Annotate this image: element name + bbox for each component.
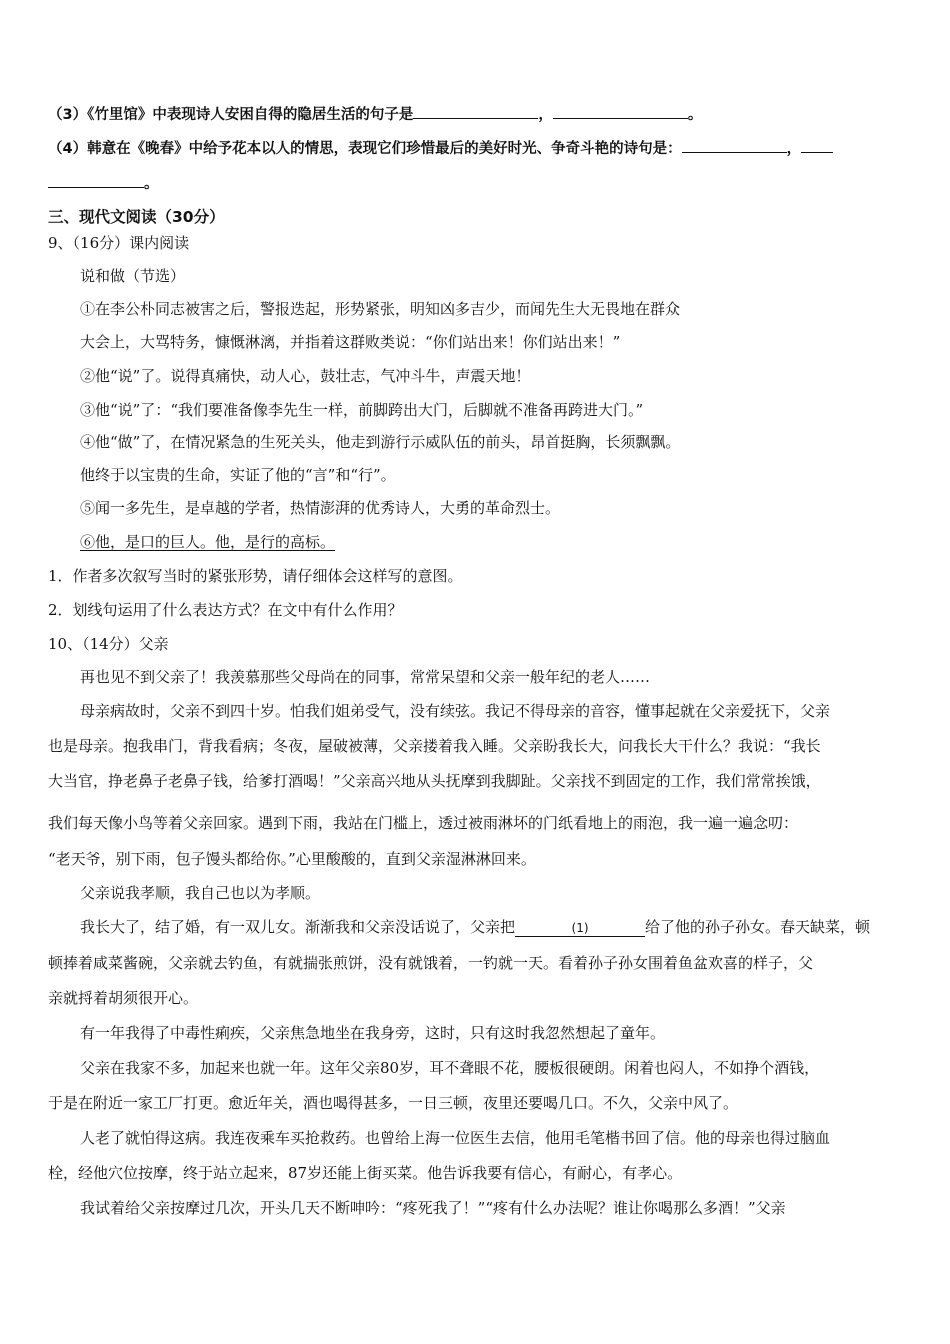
essay-line: 有一年我得了中毒性痢疾，父亲焦急地坐在我身旁，这时，只有这时我忽然想起了童年。 bbox=[80, 1024, 666, 1042]
answer-blank[interactable] bbox=[801, 137, 833, 153]
answer-blank[interactable] bbox=[413, 103, 538, 119]
essay-line: 于是在附近一家工厂打更。愈近年关，酒也喝得甚多，一日三顿，夜里还要喝几口。不久，父亲中风了。 bbox=[48, 1094, 739, 1112]
q9-sub-question: 1．作者多次叙写当时的紧张形势，请仔细体会这样写的意图。 bbox=[48, 567, 463, 585]
essay-line: 人老了就怕得这病。我连夜乘车买抢救药。也曾给上海一位医生去信，他用毛笔楷书回了信。他的母亲也得过脑血 bbox=[80, 1129, 831, 1147]
essay-line: 我试着给父亲按摩过几次，开头几天不断呻吟：“疼死我了！”“疼有什么办法呢？谁让你喝那么多酒！”父亲 bbox=[80, 1199, 786, 1217]
passage-paragraph: ③他“说”了：“我们要准备像李先生一样，前脚跨出大门，后脚就不准备再跨进大门。” bbox=[80, 401, 644, 419]
essay-line: 父亲说我孝顺，我自己也以为孝顺。 bbox=[80, 884, 321, 902]
answer-blank[interactable] bbox=[682, 137, 787, 153]
fill-blank-1[interactable]: (1) bbox=[515, 920, 645, 937]
answer-blank[interactable] bbox=[48, 172, 144, 188]
passage-paragraph: ①在李公朴同志被害之后，警报迭起，形势紧张，明知凶多吉少，而闻先生大无畏地在群众 bbox=[80, 300, 681, 318]
passage-paragraph: 他终于以宝贵的生命，实证了他的“言”和“行”。 bbox=[80, 466, 396, 484]
passage-paragraph: ②他“说”了。说得真痛快，动人心，鼓壮志，气冲斗牛，声震天地！ bbox=[80, 367, 531, 385]
fill-before: 我长大了，结了婚，有一双儿女。渐渐我和父亲没话说了，父亲把 bbox=[80, 918, 516, 936]
essay-line: 亲就捋着胡须很开心。 bbox=[48, 989, 199, 1007]
essay-line: “老天爷，别下雨，包子馒头都给你。”心里酸酸的，直到父亲湿淋淋回来。 bbox=[48, 850, 536, 868]
q9-header: 9、（16分）课内阅读 bbox=[48, 234, 190, 252]
essay-line: 再也见不到父亲了！我羡慕那些父母尚在的同事，常常呆望和父亲一般年纪的老人…… bbox=[80, 668, 651, 686]
passage-title: 说和做（节选） bbox=[80, 267, 186, 285]
question-4-continued bbox=[48, 172, 159, 194]
essay-line: 大当官，挣老鼻子老鼻子钱，给爹打酒喝！”父亲高兴地从头抚摩到我脚趾。父亲找不到固定的工作，我们常常挨饿， bbox=[48, 772, 821, 790]
question-4-text: （4）韩意在《晚春》中给予花本以人的情思，表现它们珍惜最后的美好时光、争奇斗艳的诗句是： bbox=[48, 141, 682, 157]
separator: ， bbox=[786, 141, 802, 157]
essay-line: 父亲在我家不多，加起来也就一年。这年父亲80岁，耳不聋眼不花，腰板很硬朗。闲着也闷人，不如挣个酒钱， bbox=[80, 1059, 820, 1077]
answer-blank[interactable] bbox=[553, 103, 688, 119]
q10-header: 10、（14分）父亲 bbox=[48, 635, 169, 653]
separator: ， bbox=[538, 107, 553, 123]
underlined-sentence: ⑥他，是口的巨人。他，是行的高标。 bbox=[80, 533, 336, 551]
passage-paragraph: 大会上，大骂特务，慷慨淋漓，并指着这群败类说：“你们站出来！你们站出来！” bbox=[80, 333, 621, 351]
passage-paragraph: ④他“做”了，在情况紧急的生死关头，他走到游行示威队伍的前头，昂首挺胸，长须飘飘。 bbox=[80, 433, 681, 451]
section-title: 三、现代文阅读（30分） bbox=[48, 208, 225, 226]
essay-line: 母亲病故时，父亲不到四十岁。怕我们姐弟受气，没有续弦。我记不得母亲的音容，懂事起就在父亲爱抚下，父亲 bbox=[80, 702, 831, 720]
essay-line: 也是母亲。抱我串门，背我看病；冬夜，屋破被薄，父亲搂着我入睡。父亲盼我长大，问我长大干什么？我说：“我长 bbox=[48, 737, 821, 755]
period: 。 bbox=[687, 107, 703, 123]
fill-after: 给了他的孙子孙女。春天缺菜，顿 bbox=[645, 918, 871, 936]
question-4 bbox=[48, 137, 833, 159]
essay-line: 我们每天像小鸟等着父亲回家。遇到下雨，我站在门槛上，透过被雨淋坏的门纸看地上的雨泡，我一遍一遍念叨： bbox=[48, 814, 799, 832]
question-3 bbox=[48, 103, 702, 125]
question-3-text: （3）《竹里馆》中表现诗人安困自得的隐居生活的句子是 bbox=[48, 107, 414, 123]
essay-line: 栓，经他穴位按摩，终于站立起来，87岁还能上街买菜。他告诉我要有信心，有耐心，有孝心。 bbox=[48, 1164, 683, 1182]
essay-line: 顿捧着咸菜酱碗，父亲就去钓鱼，有就揣张煎饼，没有就饿着，一钓就一天。看着孙子孙女围着鱼盆欢喜的样子，父 bbox=[48, 954, 814, 972]
period: 。 bbox=[144, 176, 159, 192]
q9-sub-question: 2．划线句运用了什么表达方式？在文中有什么作用？ bbox=[48, 601, 403, 619]
passage-paragraph: ⑤闻一多先生，是卓越的学者，热情澎湃的优秀诗人，大勇的革命烈士。 bbox=[80, 499, 561, 517]
essay-line-with-blank bbox=[80, 917, 870, 937]
